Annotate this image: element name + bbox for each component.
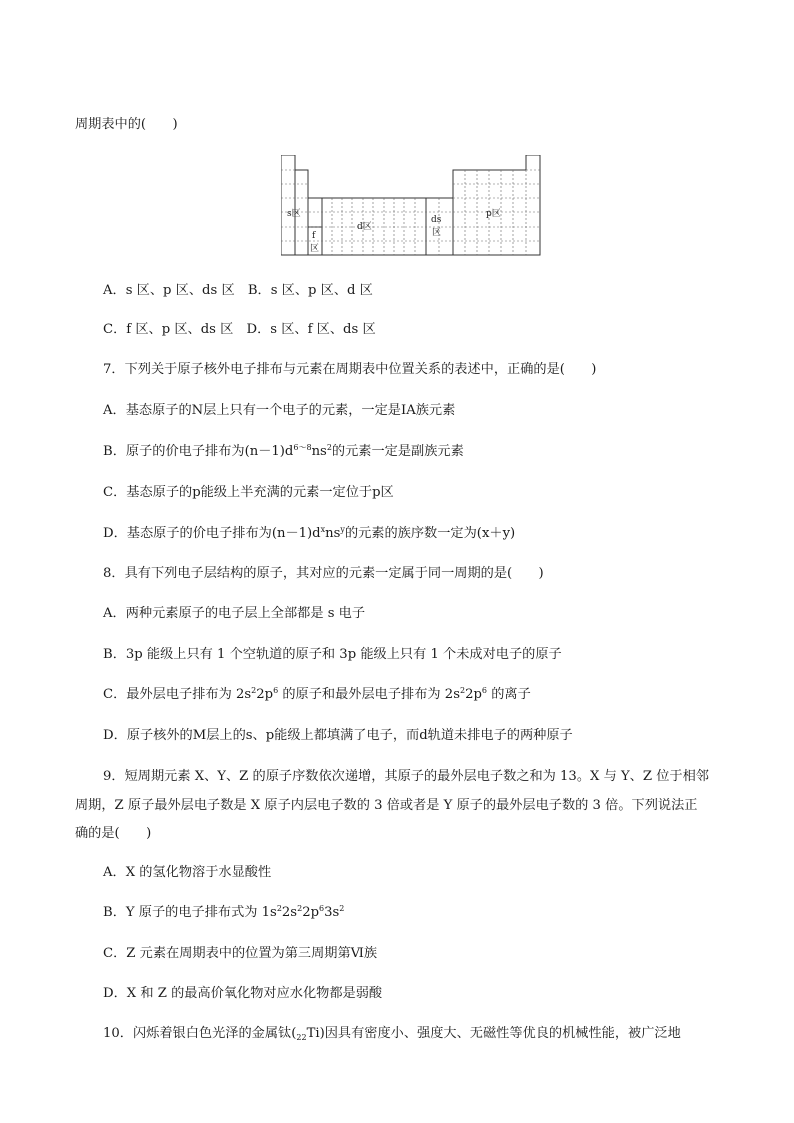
- q8-option-d: D．原子核外的M层上的s、p能级上都填满了电子，而d轨道未排电子的两种原子: [103, 728, 573, 743]
- q9-stem-line1: 9．短周期元素 X、Y、Z 的原子序数依次递增，其原子的最外层电子数之和为 13。X 与 Y、Z 位于相邻: [103, 769, 709, 784]
- question-stem: 周期表中的( ): [75, 117, 178, 132]
- q8-stem: 8．具有下列电子层结构的原子，其对应的元素一定属于同一周期的是( ): [103, 566, 544, 581]
- q8-option-b: B．3p 能级上只有 1 个空轨道的原子和 3p 能级上只有 1 个未成对电子的原子: [103, 647, 562, 662]
- ds-block-label-bottom: 区: [432, 228, 442, 238]
- q9-option-a: A．X 的氢化物溶于水显酸性: [103, 865, 272, 880]
- q8-option-a: A．两种元素原子的电子层上全部都是 s 电子: [103, 606, 366, 621]
- q9-option-d: D．X 和 Z 的最高价氧化物对应水化物都是弱酸: [103, 986, 383, 1001]
- s-block-label: s区: [287, 209, 301, 219]
- q6-options-ab: A．s 区、p 区、ds 区 B．s 区、p 区、d 区: [103, 283, 373, 298]
- f-block-label-top: f: [312, 231, 316, 241]
- q10-stem: 10．闪烁着银白色光泽的金属钛$(_{22}Ti)$因具有密度小、强度大、无磁性等优良的机械性能，被广泛地: [103, 1026, 681, 1042]
- f-block-label-bottom: 区: [310, 244, 320, 254]
- q9-option-c: C．Z 元素在周期表中的位置为第三周期第Ⅵ族: [103, 946, 378, 961]
- q9-stem-line2: 周期，Z 原子最外层电子数是 X 原子内层电子数的 3 倍或者是 Y 原子的最外层电子数的 3 倍。下列说法正: [75, 798, 698, 813]
- periodic-table-figure: [281, 155, 543, 256]
- q8-option-c: C．最外层电子排布为 $2s^22p^6$ 的原子和最外层电子排布为 $2s^22p^6$ 的离子: [103, 686, 531, 702]
- q9-option-b: B．Y 原子的电子排布式为 $1s^22s^22p^63s^2$: [103, 904, 345, 920]
- q7-option-b: B．原子的价电子排布为$(n-1)d^{6\sim 8}ns^2$的元素一定是副族元素: [103, 443, 464, 459]
- q7-option-c: C．基态原子的p能级上半充满的元素一定位于p区: [103, 485, 394, 500]
- q7-option-a: A．基态原子的N层上只有一个电子的元素，一定是ⅠA族元素: [103, 403, 456, 418]
- q6-options-cd: C．f 区、p 区、ds 区 D．s 区、f 区、ds 区: [103, 322, 376, 337]
- q7-option-d: D．基态原子的价电子排布为$(n-1)d^xns^y$的元素的族序数一定为(x＋y): [103, 525, 516, 541]
- p-block-label: p区: [486, 209, 501, 219]
- d-block-label: d区: [357, 222, 372, 232]
- ds-block-label-top: ds: [431, 215, 442, 225]
- q7-stem: 7．下列关于原子核外电子排布与元素在周期表中位置关系的表述中，正确的是( ): [103, 362, 597, 377]
- q9-stem-line3: 确的是( ): [75, 826, 152, 841]
